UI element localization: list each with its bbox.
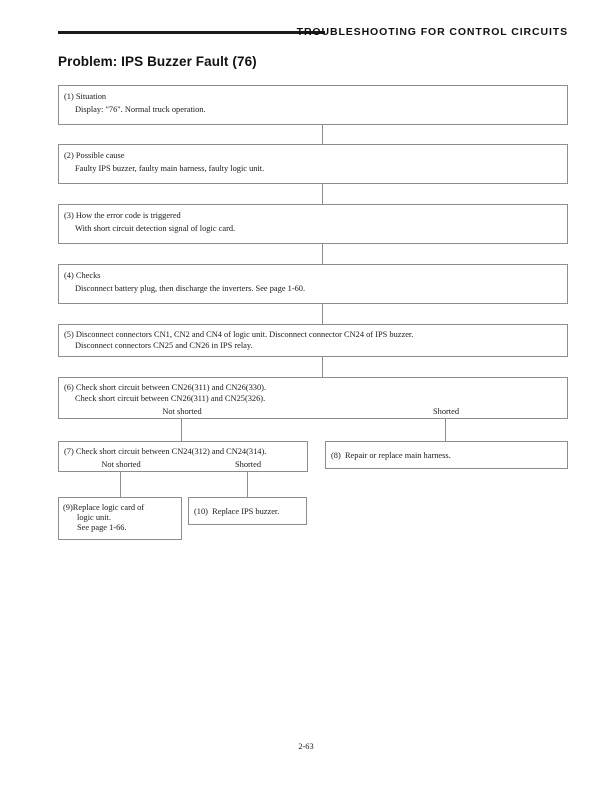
step-9-heading: (9)Replace logic card of: [63, 503, 145, 512]
flowchart-step-9: [58, 497, 182, 540]
step-7-branch-label-not-shorted: Not shorted: [101, 460, 141, 469]
step-5-body-line-1: Disconnect connectors CN25 and CN26 in IPS relay.: [75, 341, 253, 350]
flowchart-step-10: [188, 497, 307, 525]
connector-5-6: [322, 357, 323, 377]
flowchart-step-3: [58, 204, 568, 244]
step-9-body-line-1: logic unit.: [77, 513, 111, 522]
step-5-heading: (5) Disconnect connectors CN1, CN2 and CN4 of logic unit. Disconnect connector CN24 of IPS buzzer.: [64, 330, 414, 339]
step-4-heading: (4) Checks: [64, 271, 101, 280]
step-3-body-line-1: With short circuit detection signal of logic card.: [75, 224, 236, 233]
connector-6-7: [181, 419, 182, 441]
flowchart-step-7: [58, 441, 308, 472]
connector-6-8: [445, 419, 446, 441]
flowchart-step-8: [325, 441, 568, 469]
connector-4-5: [322, 304, 323, 324]
header-title: TROUBLESHOOTING FOR CONTROL CIRCUITS: [296, 26, 568, 38]
connector-7-10: [247, 472, 248, 497]
step-1-heading: (1) Situation: [64, 92, 107, 101]
step-2-heading: (2) Possible cause: [64, 151, 125, 160]
flowchart-step-4: [58, 264, 568, 304]
step-4-body-line-1: Disconnect battery plug, then discharge the inverters. See page 1-60.: [75, 284, 306, 293]
flowchart-step-1: [58, 85, 568, 125]
step-3-heading: (3) How the error code is triggered: [64, 211, 181, 220]
connector-2-3: [322, 184, 323, 204]
flowchart-step-6: [58, 377, 568, 419]
connector-1-2: [322, 125, 323, 144]
page-number: 2-63: [298, 742, 314, 751]
step-10-heading: (10) Replace IPS buzzer.: [194, 507, 280, 516]
step-6-body-line-1: Check short circuit between CN26(311) and CN25(326).: [75, 394, 266, 403]
step-1-body-line-1: Display: "76". Normal truck operation.: [75, 105, 206, 114]
step-2-body-line-1: Faulty IPS buzzer, faulty main harness, faulty logic unit.: [75, 164, 265, 173]
connector-7-9: [120, 472, 121, 497]
header-rule: [58, 31, 325, 34]
flowchart-step-2: [58, 144, 568, 184]
step-6-branch-label-shorted: Shorted: [432, 407, 460, 416]
step-7-heading: (7) Check short circuit between CN24(312) and CN24(314).: [64, 447, 267, 456]
step-9-body-line-2: See page 1-66.: [77, 523, 127, 532]
step-6-heading: (6) Check short circuit between CN26(311) and CN26(330).: [64, 383, 267, 392]
step-6-branch-label-not-shorted: Not shorted: [162, 407, 202, 416]
flowchart-step-5: [58, 324, 568, 357]
step-7-branch-label-shorted: Shorted: [234, 460, 262, 469]
page-title: Problem: IPS Buzzer Fault (76): [58, 54, 257, 69]
connector-3-4: [322, 244, 323, 264]
step-8-heading: (8) Repair or replace main harness.: [331, 451, 451, 460]
